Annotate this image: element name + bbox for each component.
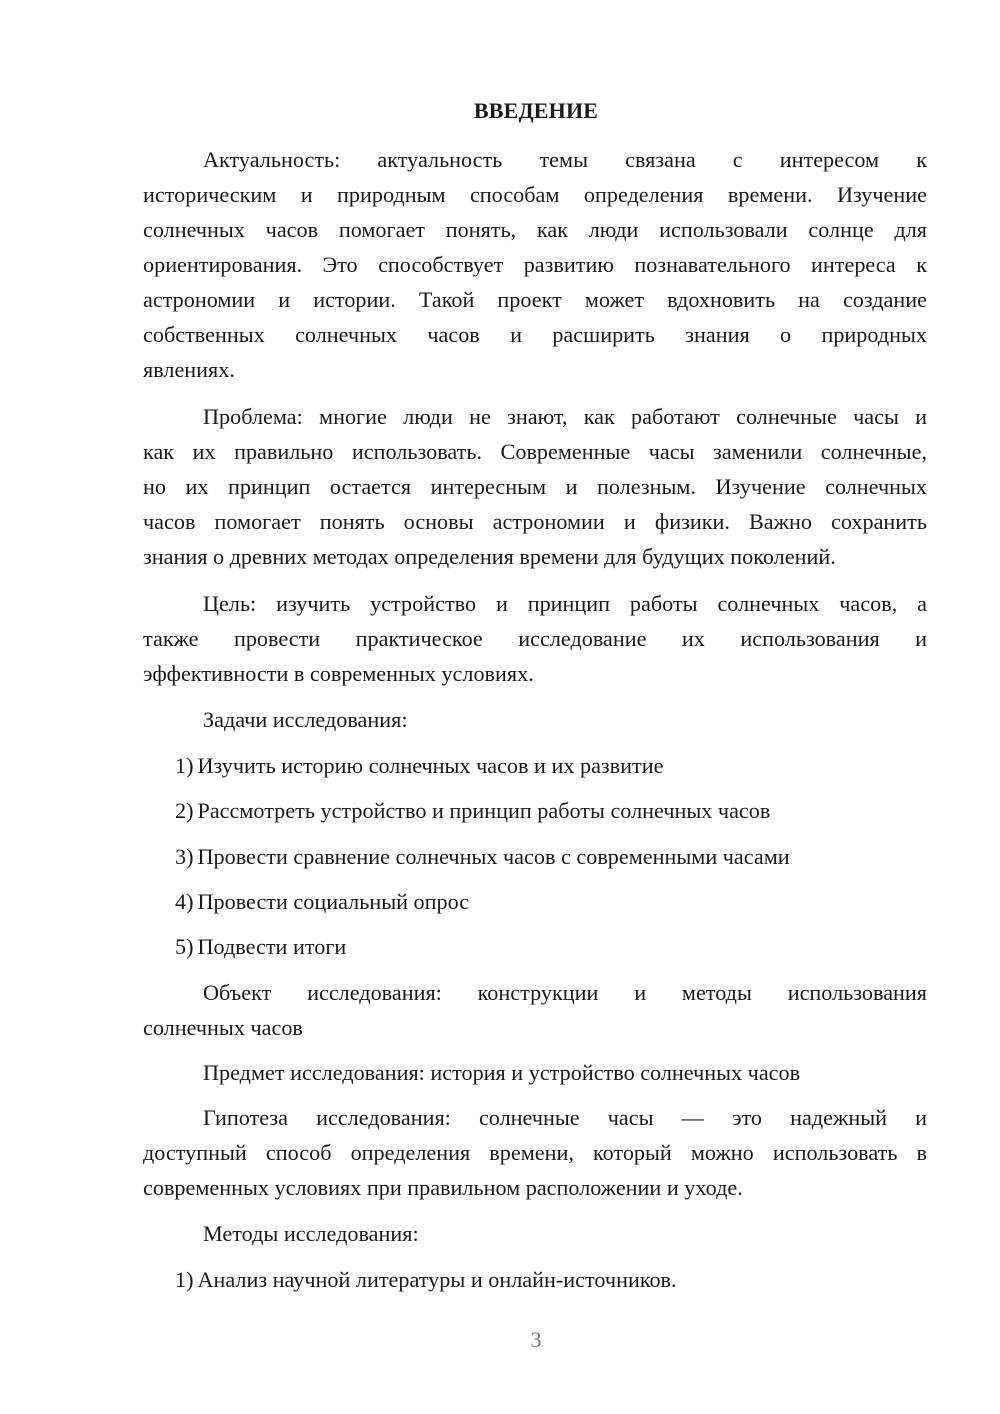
text-line: собственных солнечных часов и расширить знания о природных <box>143 322 927 347</box>
task-number: 1) <box>175 753 194 778</box>
hypothesis-paragraph <box>143 1100 927 1205</box>
task-text: Изучить историю солнечных часов и их развитие <box>197 753 664 778</box>
text-line: современных условиях при правильном расположении и уходе. <box>143 1175 743 1200</box>
task-number: 3) <box>175 844 194 869</box>
tasks-heading-block <box>143 702 927 737</box>
relevance-paragraph <box>143 142 927 387</box>
method-number: 1) <box>175 1267 194 1292</box>
subject-paragraph <box>143 1055 927 1090</box>
task-number: 5) <box>175 934 194 959</box>
text-line: Цель: изучить устройство и принцип работы солнечных часов, а <box>203 591 927 616</box>
text-line: доступный способ определения времени, который можно использовать в <box>143 1140 927 1165</box>
text-line: но их принцип остается интересным и полезным. Изучение солнечных <box>143 474 927 499</box>
text-line: как их правильно использовать. Современные часы заменили солнечные, <box>143 439 927 464</box>
task-number: 4) <box>175 889 194 914</box>
task-text: Рассмотреть устройство и принцип работы солнечных часов <box>197 798 771 823</box>
text-line: Объект исследования: конструкции и методы использования <box>203 980 927 1005</box>
methods-heading: Методы исследования: <box>203 1221 419 1246</box>
page-number: 3 <box>530 1327 542 1352</box>
text-line: солнечных часов помогает понять, как люди использовали солнце для <box>143 217 927 242</box>
text-line: ориентирования. Это способствует развитию познавательного интереса к <box>143 252 927 277</box>
text-line: знания о древних методах определения времени для будущих поколений. <box>143 544 836 569</box>
text-line: явлениях. <box>143 357 235 382</box>
problem-paragraph <box>143 399 927 574</box>
section-heading: ВВЕДЕНИЕ <box>473 98 599 123</box>
text-line: часов помогает понять основы астрономии и физики. Важно сохранить <box>143 509 927 534</box>
task-text: Подвести итоги <box>197 934 347 959</box>
task-item <box>175 748 663 783</box>
text-line: Гипотеза исследования: солнечные часы — это надежный и <box>203 1105 927 1130</box>
text-line: солнечных часов <box>143 1015 303 1040</box>
tasks-heading: Задачи исследования: <box>203 707 408 732</box>
task-text: Провести социальный опрос <box>197 889 470 914</box>
text-line: Актуальность: актуальность темы связана с интересом к <box>203 147 927 172</box>
text-line: астрономии и истории. Такой проект может вдохновить на создание <box>143 287 927 312</box>
task-item <box>175 793 770 828</box>
task-text: Провести сравнение солнечных часов с современными часами <box>197 844 790 869</box>
object-paragraph <box>143 975 927 1045</box>
task-item <box>175 929 346 964</box>
goal-paragraph <box>143 586 927 691</box>
methods-heading-block <box>143 1216 927 1251</box>
task-item <box>175 884 469 919</box>
task-number: 2) <box>175 798 194 823</box>
method-item <box>175 1262 677 1297</box>
text-line: Предмет исследования: история и устройство солнечных часов <box>203 1060 801 1085</box>
method-text: Анализ научной литературы и онлайн-источников. <box>197 1267 677 1292</box>
text-line: также провести практическое исследование их использования и <box>143 626 927 651</box>
text-line: историческим и природным способам определения времени. Изучение <box>143 182 927 207</box>
task-item <box>175 839 790 874</box>
text-line: эффективности в современных условиях. <box>143 661 534 686</box>
text-line: Проблема: многие люди не знают, как работают солнечные часы и <box>203 404 927 429</box>
